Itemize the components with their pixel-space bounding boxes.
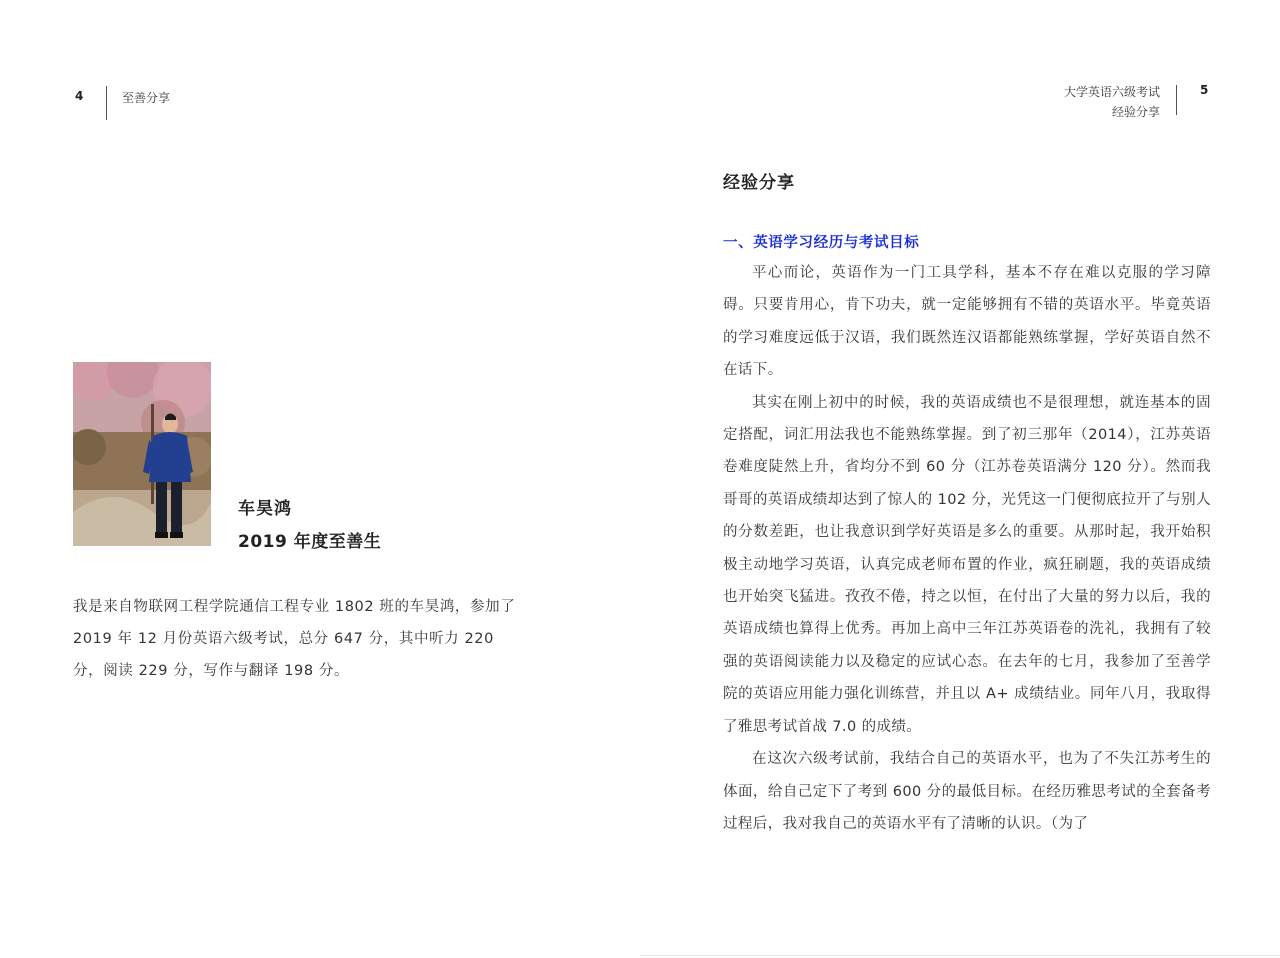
page-number: 4 <box>75 89 84 103</box>
article-body <box>723 257 1211 840</box>
person-name: 车昊鸿 <box>238 499 292 519</box>
subheading: 一、英语学习经历与考试目标 <box>723 235 920 251</box>
paragraph: 在这次六级考试前，我结合自己的英语水平，也为了不失江苏考生的体面，给自己定下了考到 600 分的最低目标。在经历雅思考试的全套备考过程后，我对我自己的英语水平有了清晰的认识。（为了 <box>723 751 1211 832</box>
paragraph: 其实在刚上初中的时候，我的英语成绩也不是很理想，就连基本的固定搭配，词汇用法我也不能熟练掌握。到了初三那年（2014），江苏英语卷难度陡然上升，省均分不到 60 分（江苏卷英语满分 120 分）。然而我哥哥的英语成绩却达到了惊人的 102 分，光凭这一门便彻底拉开了与别人的分数差距，也让我意识到学好英语是多么的重要。从那时起，我开始积极主动地学习英语，认真完成老师布置的作业，疯狂刷题，我的英语成绩也开始突飞猛进。孜孜不倦，持之以恒，在付出了大量的努力以后，我的英语成绩也算得上优秀。再加上高中三年江苏英语卷的洗礼，我拥有了较强的英语阅读能力以及稳定的应试心态。在去年的七月，我参加了至善学院的英语应用能力强化训练营，并且以 A+ 成绩结业。同年八月，我取得了雅思考试首战 7.0 的成绩。 <box>723 394 1211 735</box>
running-header-line1: 大学英语六级考试 <box>1063 85 1160 99</box>
page-number: 5 <box>1200 83 1209 97</box>
header-divider <box>106 86 107 120</box>
header-divider <box>1176 85 1177 115</box>
running-header: 至善分享 <box>122 91 171 105</box>
person-award-title: 2019 年度至善生 <box>238 532 382 552</box>
section-title: 经验分享 <box>723 173 795 193</box>
portrait-illustration <box>73 362 211 546</box>
bio-paragraph: 我是来自物联网工程学院通信工程专业 1802 班的车昊鸿，参加了 2019 年 12 月份英语六级考试，总分 647 分，其中听力 220 分，阅读 229 分，写作与翻译 198 分。 <box>73 599 516 679</box>
running-header-line2: 经验分享 <box>1111 105 1160 119</box>
portrait-photo <box>73 362 211 546</box>
paragraph: 平心而论，英语作为一门工具学科，基本不存在难以克服的学习障碍。只要肯用心，肯下功夫，就一定能够拥有不错的英语水平。毕竟英语的学习难度远低于汉语，我们既然连汉语都能熟练掌握，学好英语自然不在话下。 <box>723 265 1211 379</box>
